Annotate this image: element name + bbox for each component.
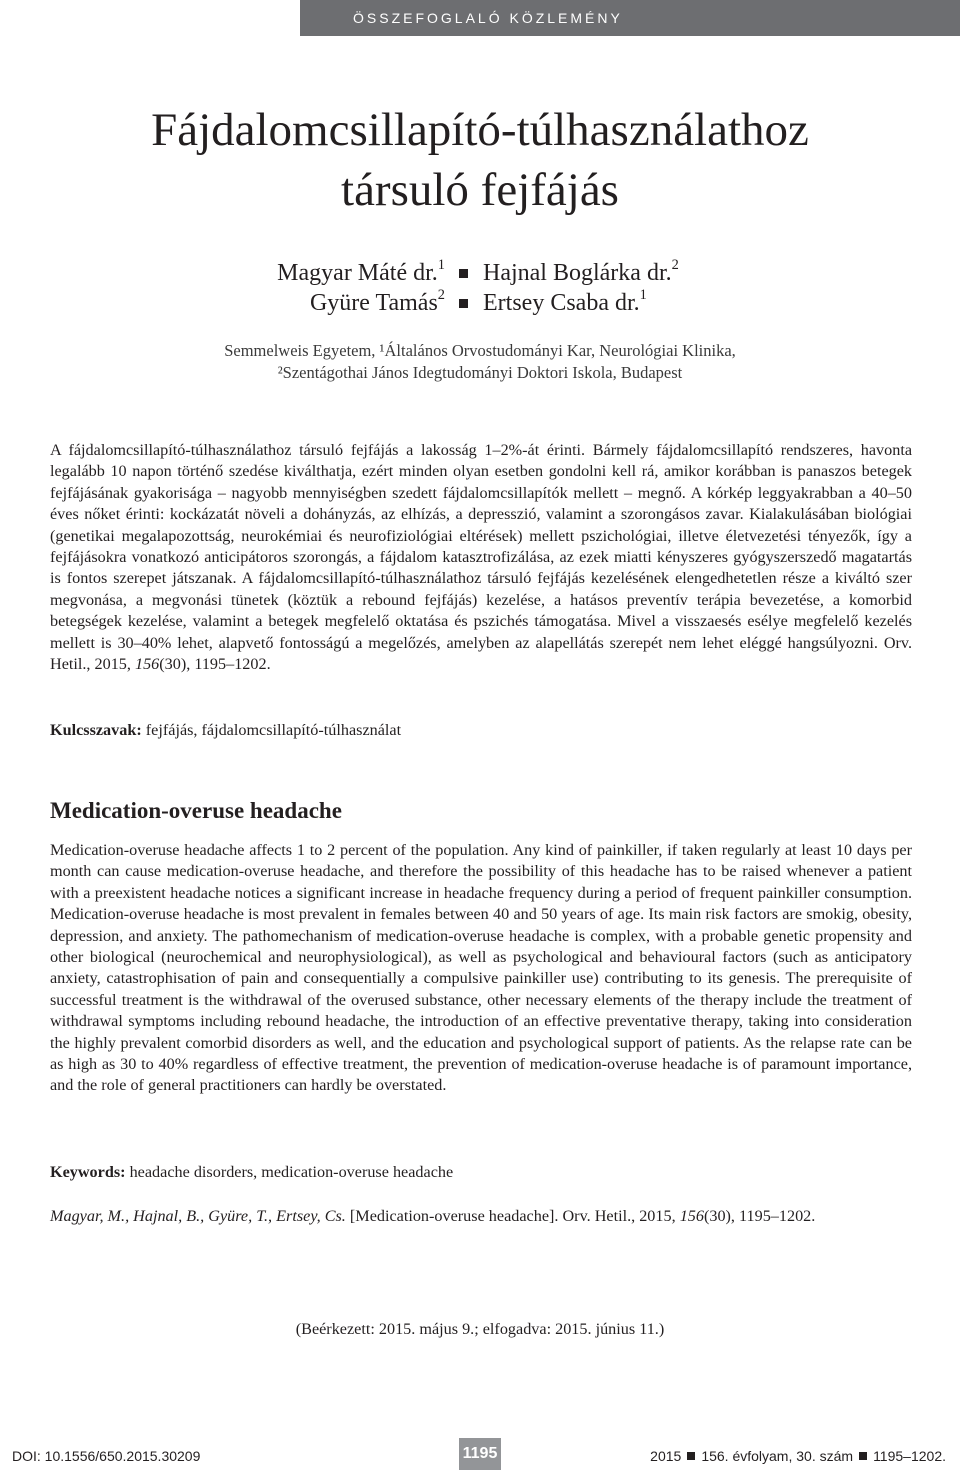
english-title: Medication-overuse headache <box>50 798 342 823</box>
keywords-label: Keywords: <box>50 1163 126 1181</box>
doi: DOI: 10.1556/650.2015.30209 <box>12 1448 201 1464</box>
author-row <box>0 258 960 288</box>
article-title <box>60 100 900 220</box>
keywords-english <box>50 1162 912 1183</box>
author-separator-icon <box>459 269 468 278</box>
section-header-band <box>300 0 960 36</box>
issue-info: 2015 156. évfolyam, 30. szám 1195–1202. <box>650 1448 946 1464</box>
author-name: Magyar Máté dr.$^1$ <box>277 257 445 286</box>
article-title-line2: társuló fejfájás <box>341 164 619 216</box>
author-name: Ertsey Csaba dr.$^1$ <box>483 287 647 316</box>
separator-square-icon <box>687 1452 695 1460</box>
keywords-text: headache disorders, medication-overuse headache <box>129 1163 454 1181</box>
author-list <box>0 258 960 318</box>
page-number: 1195 <box>459 1438 501 1470</box>
received-dates: (Beérkezett: 2015. május 9.; elfogadva: 2015. június 11.) <box>295 1320 665 1338</box>
author-name: Gyüre Tamás$^2$ <box>309 287 445 316</box>
section-label: ÖSSZEFOGLALÓ KÖZLEMÉNY <box>353 10 623 26</box>
keywords-label: Kulcsszavak: <box>50 721 142 739</box>
author-separator-icon <box>459 299 468 308</box>
abstract-hungarian: A fájdalomcsillapító-túlhasználathoz társuló fejfájás a lakosság 1–2%-át érinti. Bármely fájdalomcsillapító rendszeres, havonta legalább 10 napon történő szedése kiválthatja, ezért minden olyan esetben gondolni kell rá, amikor korábban is panaszos betegek fejfájásának gyakorisága – nagyobb mennyiségben szedett fájdalomcsillapítók mellett – megnő. A kórkép leggyakrabban a 40–50 éves nőket érinti: kockázatát növeli a dohányzás, az elhízás, a depresszió, valamint a szorongásos zavar. Kialakulásában biológiai (genetikai megalapozottság, neurokémiai és neurofiziológiai eltérések) mellett pszichológiai, illetve életvezetési tényezők, így a fejfájásokra vonatkozó anticipátoros szorongás, a fájdalom katasztrofizálása, az ezek miatti kényszeres gyógyszerszedő magatartás is fontos szerepet játszanak. A fájdalomcsillapító-túlhasználathoz társuló fejfájás kezelésének elengedhetetlen része a kiváltó szer megvonása, a megvonási tünetek (köztük a rebound fejfájás) kezelése, a hatásos preventív terápia bevezetése, a komorbid betegségek kezelése, valamint a betegek megfelelő oktatása és pszichés támogatása. Mivel a visszaesés esélye megfelelő kezelés mellett is 30–40% lehet, alapvető fontosságú a megelőzés, amelyben az alapellátás szerepét nem lehet eléggé hangsúlyozni. Orv. Hetil., 2015, 156(30), 1195–1202. <box>50 441 913 674</box>
citation: Magyar, M., Hajnal, B., Gyüre, T., Ertsey, Cs. [Medication-overuse headache]. Orv. Hetil., 2015, 156(30), 1195–1202. <box>50 1207 816 1225</box>
page-footer <box>0 1412 960 1470</box>
affiliations <box>0 340 960 384</box>
abstract-english: Medication-overuse headache affects 1 to 2 percent of the population. Any kind of painkiller, if taken regularly at least 10 days per month can cause medication-overuse headache, and therefore the possibility of this headache has to be raised whenever a patient with a preexistent headache notices a significant increase in headache frequency during a period of frequent painkiller consumption. Medication-overuse headache is most prevalent in females between 40 and 50 years of age. Its main risk factors are smokig, obesity, depression, and anxiety. The pathomechanism of medication-overuse headache is complex, with a probable genetic propensity and other biological (neurochemical and neurophysiological), as well as psychological and behavioural factors (such as anticipatory anxiety, catastrophisation of pain and consequentially a compulsive painkiller use) contributing to its genesis. The prerequisite of successful treatment is the withdrawal of the overused substance, other necessary elements of the therapy include the treatment of withdrawal symptoms including rebound headache, the introduction of an effective preventative therapy, taking into consideration the highly prevalent comorbid disorders as well, and the education and psychological support of patients. As the relapse rate can be as high as 30 to 40% regardless of effective treatment, the prevention of medication-overuse headache is of paramount importance, and the role of general practitioners can hardly be overstated. <box>50 841 912 1095</box>
affiliation-line: ²Szentágothai János Idegtudományi Doktori Iskola, Budapest <box>277 363 683 382</box>
author-row <box>0 288 960 318</box>
affiliation-line: Semmelweis Egyetem, ¹Általános Orvostudományi Kar, Neurológiai Klinika, <box>224 341 736 360</box>
author-name: Hajnal Boglárka dr.$^2$ <box>483 257 679 286</box>
separator-square-icon <box>859 1452 867 1460</box>
keywords-text: fejfájás, fájdalomcsillapító-túlhasználat <box>145 721 402 739</box>
article-title-line1: Fájdalomcsillapító-túlhasználathoz <box>151 104 809 156</box>
keywords-hungarian <box>50 720 912 741</box>
